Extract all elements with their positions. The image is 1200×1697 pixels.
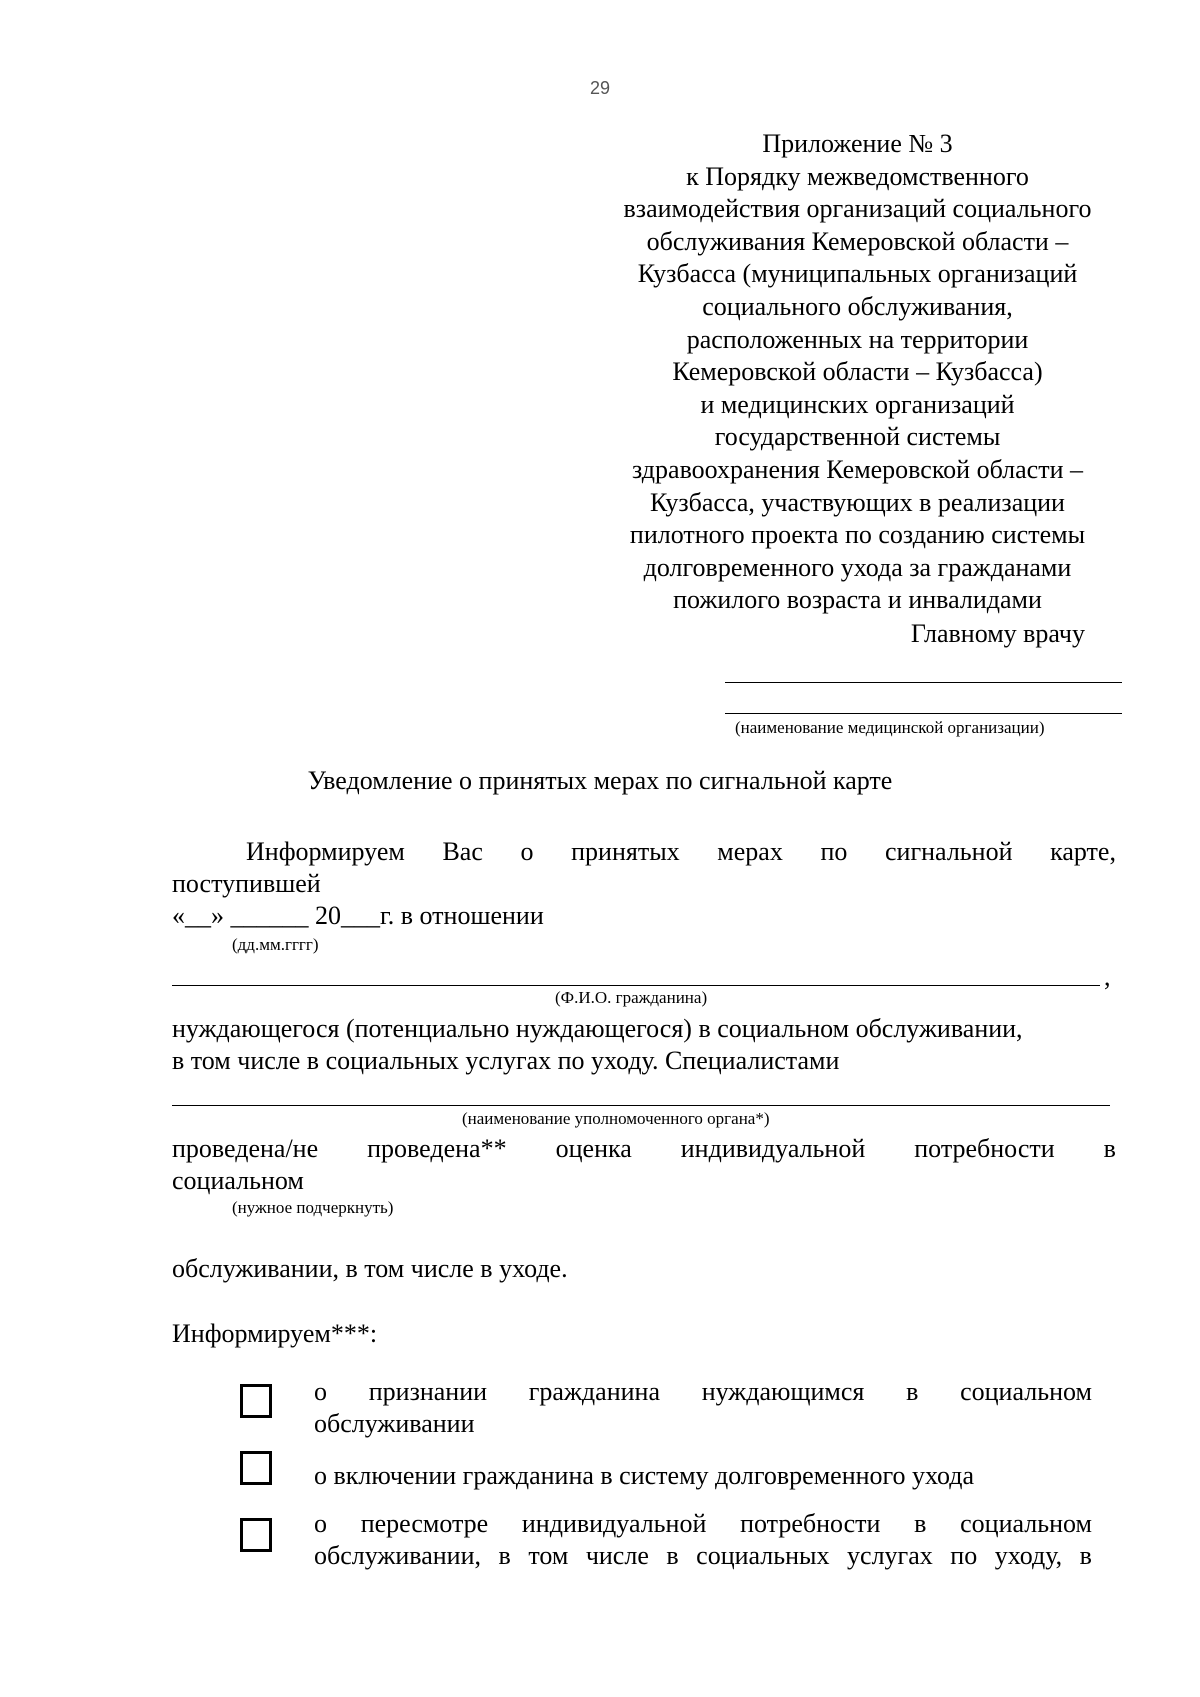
option-checkbox-recognition[interactable] [240,1384,272,1418]
appendix-line: Кузбасса (муниципальных организаций [637,259,1078,289]
option-word: обслуживании, [314,1541,481,1570]
underline-caption: (нужное подчеркнуть) [232,1198,394,1217]
needing-paragraph [172,1013,1116,1077]
fio-blank[interactable] [172,985,1100,986]
appendix-line: долговременного ухода за гражданами [643,552,1072,582]
intro-paragraph [172,836,1116,932]
option-word: социальных [696,1541,830,1570]
option-word: нуждающимся [701,1377,865,1406]
needing-line-1: нуждающегося (потенциально нуждающегося) в социальном обслуживании, [172,1014,1023,1043]
intro-word: сигнальной [885,837,1013,866]
appendix-line: расположенных на территории [686,324,1029,354]
assessment-word: индивидуальной [680,1134,866,1163]
option-word: в [906,1377,919,1406]
option-word: том [528,1541,569,1570]
assessment-word: оценка [555,1134,632,1163]
document-title: Уведомление о принятых мерах по сигнальной карте [307,766,893,795]
fio-caption: (Ф.И.О. гражданина) [555,988,708,1007]
recipient-line: Главному врачу [910,619,1085,648]
appendix-line: пожилого возраста и инвалидами [673,585,1042,615]
appendix-line: государственной системы [714,422,1001,452]
appendix-header [585,128,1130,617]
org-name-blank-2[interactable] [725,713,1122,714]
option-word: пересмотре [360,1509,489,1538]
intro-line-2: поступившей [172,869,321,898]
appendix-line: к Порядку межведомственного [686,161,1029,191]
org-name-caption: (наименование медицинской организации) [735,718,1045,737]
option-recognition [314,1376,1092,1440]
authority-caption: (наименование уполномоченного органа*) [462,1109,770,1128]
option-ltc-inclusion-line: о включении гражданина в систему долговременного ухода [314,1461,975,1490]
fio-comma: , [1104,962,1111,991]
intro-word: карте, [1050,837,1116,866]
intro-word: Информируем [246,837,405,866]
date-line[interactable]: «__» ______ 20___г. в отношении [172,901,544,930]
assessment-paragraph [172,1133,1116,1197]
appendix-line: социального обслуживания, [702,291,1013,321]
assessment-line-1 [172,1133,1116,1165]
intro-line-1 [172,836,1116,868]
assessment-line-2: социальном [172,1166,304,1195]
option-word: в [1079,1541,1092,1570]
option-word: социальном [960,1377,1092,1406]
appendix-line: здравоохранения Кемеровской области – [632,454,1083,484]
option-ltc-inclusion [314,1460,1092,1492]
intro-word: принятых [571,837,680,866]
appendix-line: взаимодействия организаций социального [623,194,1092,224]
assessment-word[interactable]: проведена/не [172,1134,319,1163]
option-reassessment-line-1 [314,1508,1092,1540]
option-word: в [666,1541,679,1570]
option-word: социальном [960,1509,1092,1538]
option-word: по [950,1541,978,1570]
intro-word: о [520,837,534,866]
intro-word: по [820,837,848,866]
assessment-line-3: обслуживании, в том числе в уходе. [172,1254,568,1283]
assessment-word[interactable]: проведена** [367,1134,507,1163]
appendix-line: Кузбасса, участвующих в реализации [650,487,1065,517]
appendix-line: обслуживания Кемеровской области – [646,226,1069,256]
option-word: числе [585,1541,649,1570]
inform-heading: Информируем***: [172,1319,378,1348]
assessment-word: в [1103,1134,1116,1163]
option-checkbox-reassessment[interactable] [240,1518,272,1552]
option-word: потребности [740,1509,881,1538]
option-word: признании [368,1377,488,1406]
option-word: о [314,1509,327,1538]
option-checkbox-ltc-inclusion[interactable] [240,1451,272,1485]
option-word: уходу, [994,1541,1063,1570]
intro-word: мерах [717,837,783,866]
authority-blank[interactable] [172,1105,1110,1106]
option-reassessment-line-2 [314,1540,1092,1572]
option-reassessment [314,1508,1092,1572]
option-word: в [498,1541,511,1570]
appendix-line: Кемеровской области – Кузбасса) [672,357,1043,387]
option-word: о [314,1377,327,1406]
option-recognition-line-1 [314,1376,1092,1408]
appendix-line: пилотного проекта по созданию системы [629,520,1086,550]
option-recognition-line-2: обслуживании [314,1409,475,1438]
needing-line-2: в том числе в социальных услугах по уходу. Специалистами [172,1046,840,1075]
appendix-line: и медицинских организаций [700,389,1015,419]
option-word: услугах [847,1541,933,1570]
appendix-line: Приложение № 3 [762,129,953,158]
page-number: 29 [589,78,611,98]
assessment-word: потребности [914,1134,1055,1163]
intro-word: Вас [442,837,483,866]
option-word: индивидуальной [521,1509,707,1538]
option-word: в [914,1509,927,1538]
option-word: гражданина [528,1377,660,1406]
org-name-blank-1[interactable] [725,682,1122,683]
date-caption: (дд.мм.гггг) [232,935,319,954]
